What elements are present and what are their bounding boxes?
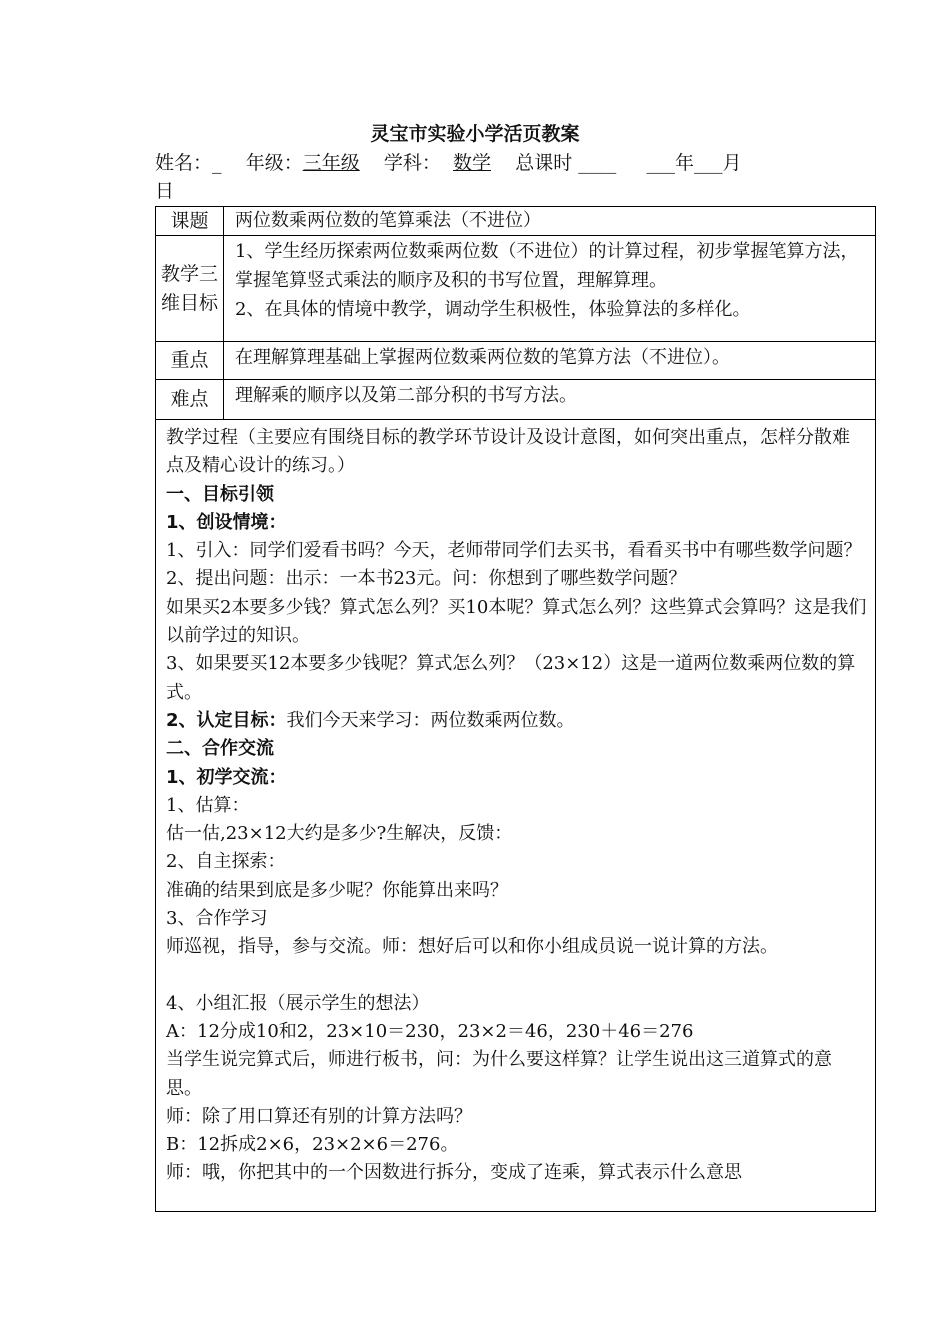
process-paragraph: 1、估算：	[166, 794, 250, 816]
goal-item-2: 2、在具体的情境中教学，调动学生积极性，体验算法的多样化。	[235, 299, 751, 320]
process-paragraph: 估一估,23×12大约是多少?生解决，反馈：	[166, 823, 513, 845]
name-label: 姓名：_	[155, 152, 222, 174]
process-heading-inline: 2、认定目标：	[166, 709, 287, 731]
difficulty-row	[156, 380, 875, 420]
process-paragraph	[166, 707, 867, 735]
hours-label: 总课时	[515, 152, 573, 174]
difficulty-text: 理解乘的顺序以及第二部分积的书写方法。	[235, 385, 577, 406]
document-title: 灵宝市实验小学活页教案	[370, 123, 580, 145]
goals-row	[156, 236, 875, 342]
topic-row	[156, 207, 875, 236]
process-paragraph: 当学生说完算式后，师进行板书，问：为什么要这样算？让学生说出这三道算式的意思。	[166, 1049, 832, 1099]
lesson-table	[155, 206, 876, 1212]
process-paragraph: 3、合作学习	[166, 908, 268, 930]
process-paragraph: 1、初学交流：	[166, 766, 287, 788]
subject-value: 数学	[453, 152, 492, 174]
focus-label: 重点	[156, 342, 224, 379]
process-paragraph: 一、目标引领	[166, 483, 274, 505]
goals-content	[235, 237, 867, 341]
process-paragraph: 2、提出问题：出示：一本书23元。问：你想到了哪些数学问题？	[166, 568, 687, 590]
process-paragraph: A：12分成10和2，23×10＝230，23×2＝46，230＋46＝276	[166, 1020, 694, 1042]
year-label: 年	[674, 152, 694, 174]
topic-label: 课题	[156, 207, 224, 235]
process-paragraph: B：12拆成2×6，23×2×6＝276。	[166, 1134, 459, 1156]
goals-label: 教学三维目标	[156, 236, 224, 341]
teaching-process	[156, 420, 875, 1188]
process-paragraph: 1、引入：同学们爱看书吗？今天，老师带同学们去买书，看看买书中有哪些数学问题？	[166, 540, 862, 562]
difficulty-label: 难点	[156, 380, 224, 419]
process-paragraph: 师：哦，你把其中的一个因数进行拆分，变成了连乘，算式表示什么意思	[166, 1162, 742, 1184]
focus-row	[156, 342, 875, 380]
process-paragraph: 师：除了用口算还有别的计算方法吗？	[166, 1105, 472, 1127]
header-info	[155, 149, 875, 205]
process-paragraph: 师巡视，指导，参与交流。师：想好后可以和你小组成员说一说计算的方法。	[166, 936, 778, 958]
day-label: 日	[155, 180, 175, 202]
process-paragraph: 4、小组汇报（展示学生的想法）	[166, 992, 430, 1014]
grade-value: 三年级	[302, 152, 360, 174]
date-blank-2: ___	[693, 152, 723, 174]
goal-item-1: 1、学生经历探索两位数乘两位数（不进位）的计算过程，初步掌握笔算方法，掌握笔算竖式乘法的顺序及积的书写位置，理解算理。	[235, 241, 859, 291]
process-text-inline: 我们今天来学习：两位数乘两位数。	[286, 709, 575, 731]
process-paragraph: 2、自主探索：	[166, 851, 286, 873]
process-paragraph: 二、合作交流	[166, 738, 274, 760]
process-paragraph: 3、如果要买12本要多少钱呢？算式怎么列？（23×12）这是一道两位数乘两位数的算式。	[166, 653, 856, 703]
grade-label: 年级：	[245, 152, 303, 174]
hours-blank: ____	[578, 152, 617, 174]
process-paragraph: 准确的结果到底是多少呢？你能算出来吗？	[166, 879, 508, 901]
process-paragraph: 教学过程（主要应有围绕目标的教学环节设计及设计意图，如何突出重点，怎样分散难点及精心设计的练习。）	[166, 427, 850, 477]
subject-label: 学科：	[383, 152, 441, 174]
process-paragraph: 如果买2本要多少钱？算式怎么列？买10本呢？算式怎么列？这些算式会算吗？这是我们以前学过的知识。	[166, 596, 867, 647]
topic-text: 两位数乘两位数的笔算乘法（不进位）	[235, 210, 541, 231]
focus-text: 在理解算理基础上掌握两位数乘两位数的笔算方法（不进位）。	[235, 347, 730, 368]
date-blank-1: ___	[646, 152, 675, 174]
process-paragraph	[166, 962, 867, 990]
month-label: 月	[722, 152, 742, 174]
process-paragraph: 1、创设情境：	[166, 511, 287, 533]
